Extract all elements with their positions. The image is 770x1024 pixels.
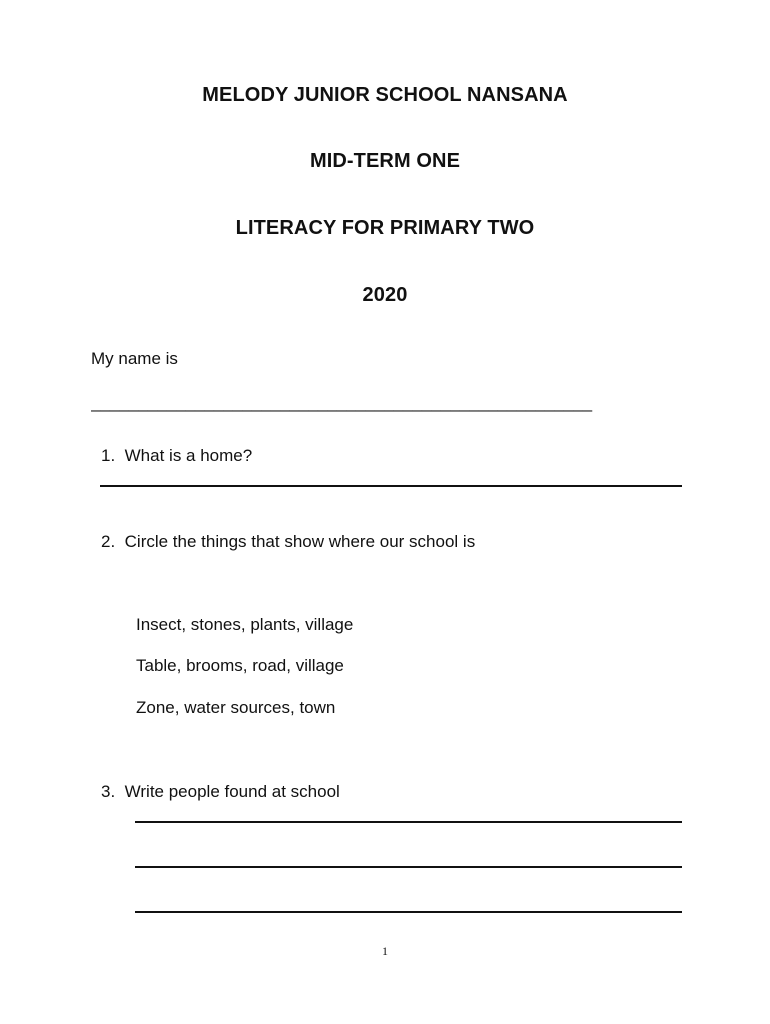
question-text: Write people found at school [124, 782, 340, 801]
question-2 [101, 532, 475, 552]
question-1 [101, 446, 252, 466]
option-row: Insect, stones, plants, village [136, 615, 354, 634]
question-3 [101, 782, 340, 802]
name-label: My name is [91, 349, 178, 368]
option-row: Zone, water sources, town [136, 698, 336, 717]
answer-line [100, 485, 682, 487]
question-text: Circle the things that show where our school is [124, 532, 476, 551]
page-number: 1 [382, 944, 388, 958]
option-row: Table, brooms, road, village [136, 656, 344, 675]
exam-title: MID-TERM ONE [309, 150, 461, 172]
answer-line [135, 911, 682, 913]
question-number: 1. [101, 446, 116, 465]
answer-line [135, 821, 682, 823]
question-number: 2. [101, 532, 116, 551]
name-blank: _____________________________________________________ [91, 393, 593, 412]
year-title: 2020 [362, 284, 408, 306]
subject-title: LITERACY FOR PRIMARY TWO [235, 217, 535, 239]
school-title: MELODY JUNIOR SCHOOL NANSANA [202, 84, 568, 106]
question-number: 3. [101, 782, 116, 801]
question-text: What is a home? [124, 446, 253, 465]
answer-line [135, 866, 682, 868]
